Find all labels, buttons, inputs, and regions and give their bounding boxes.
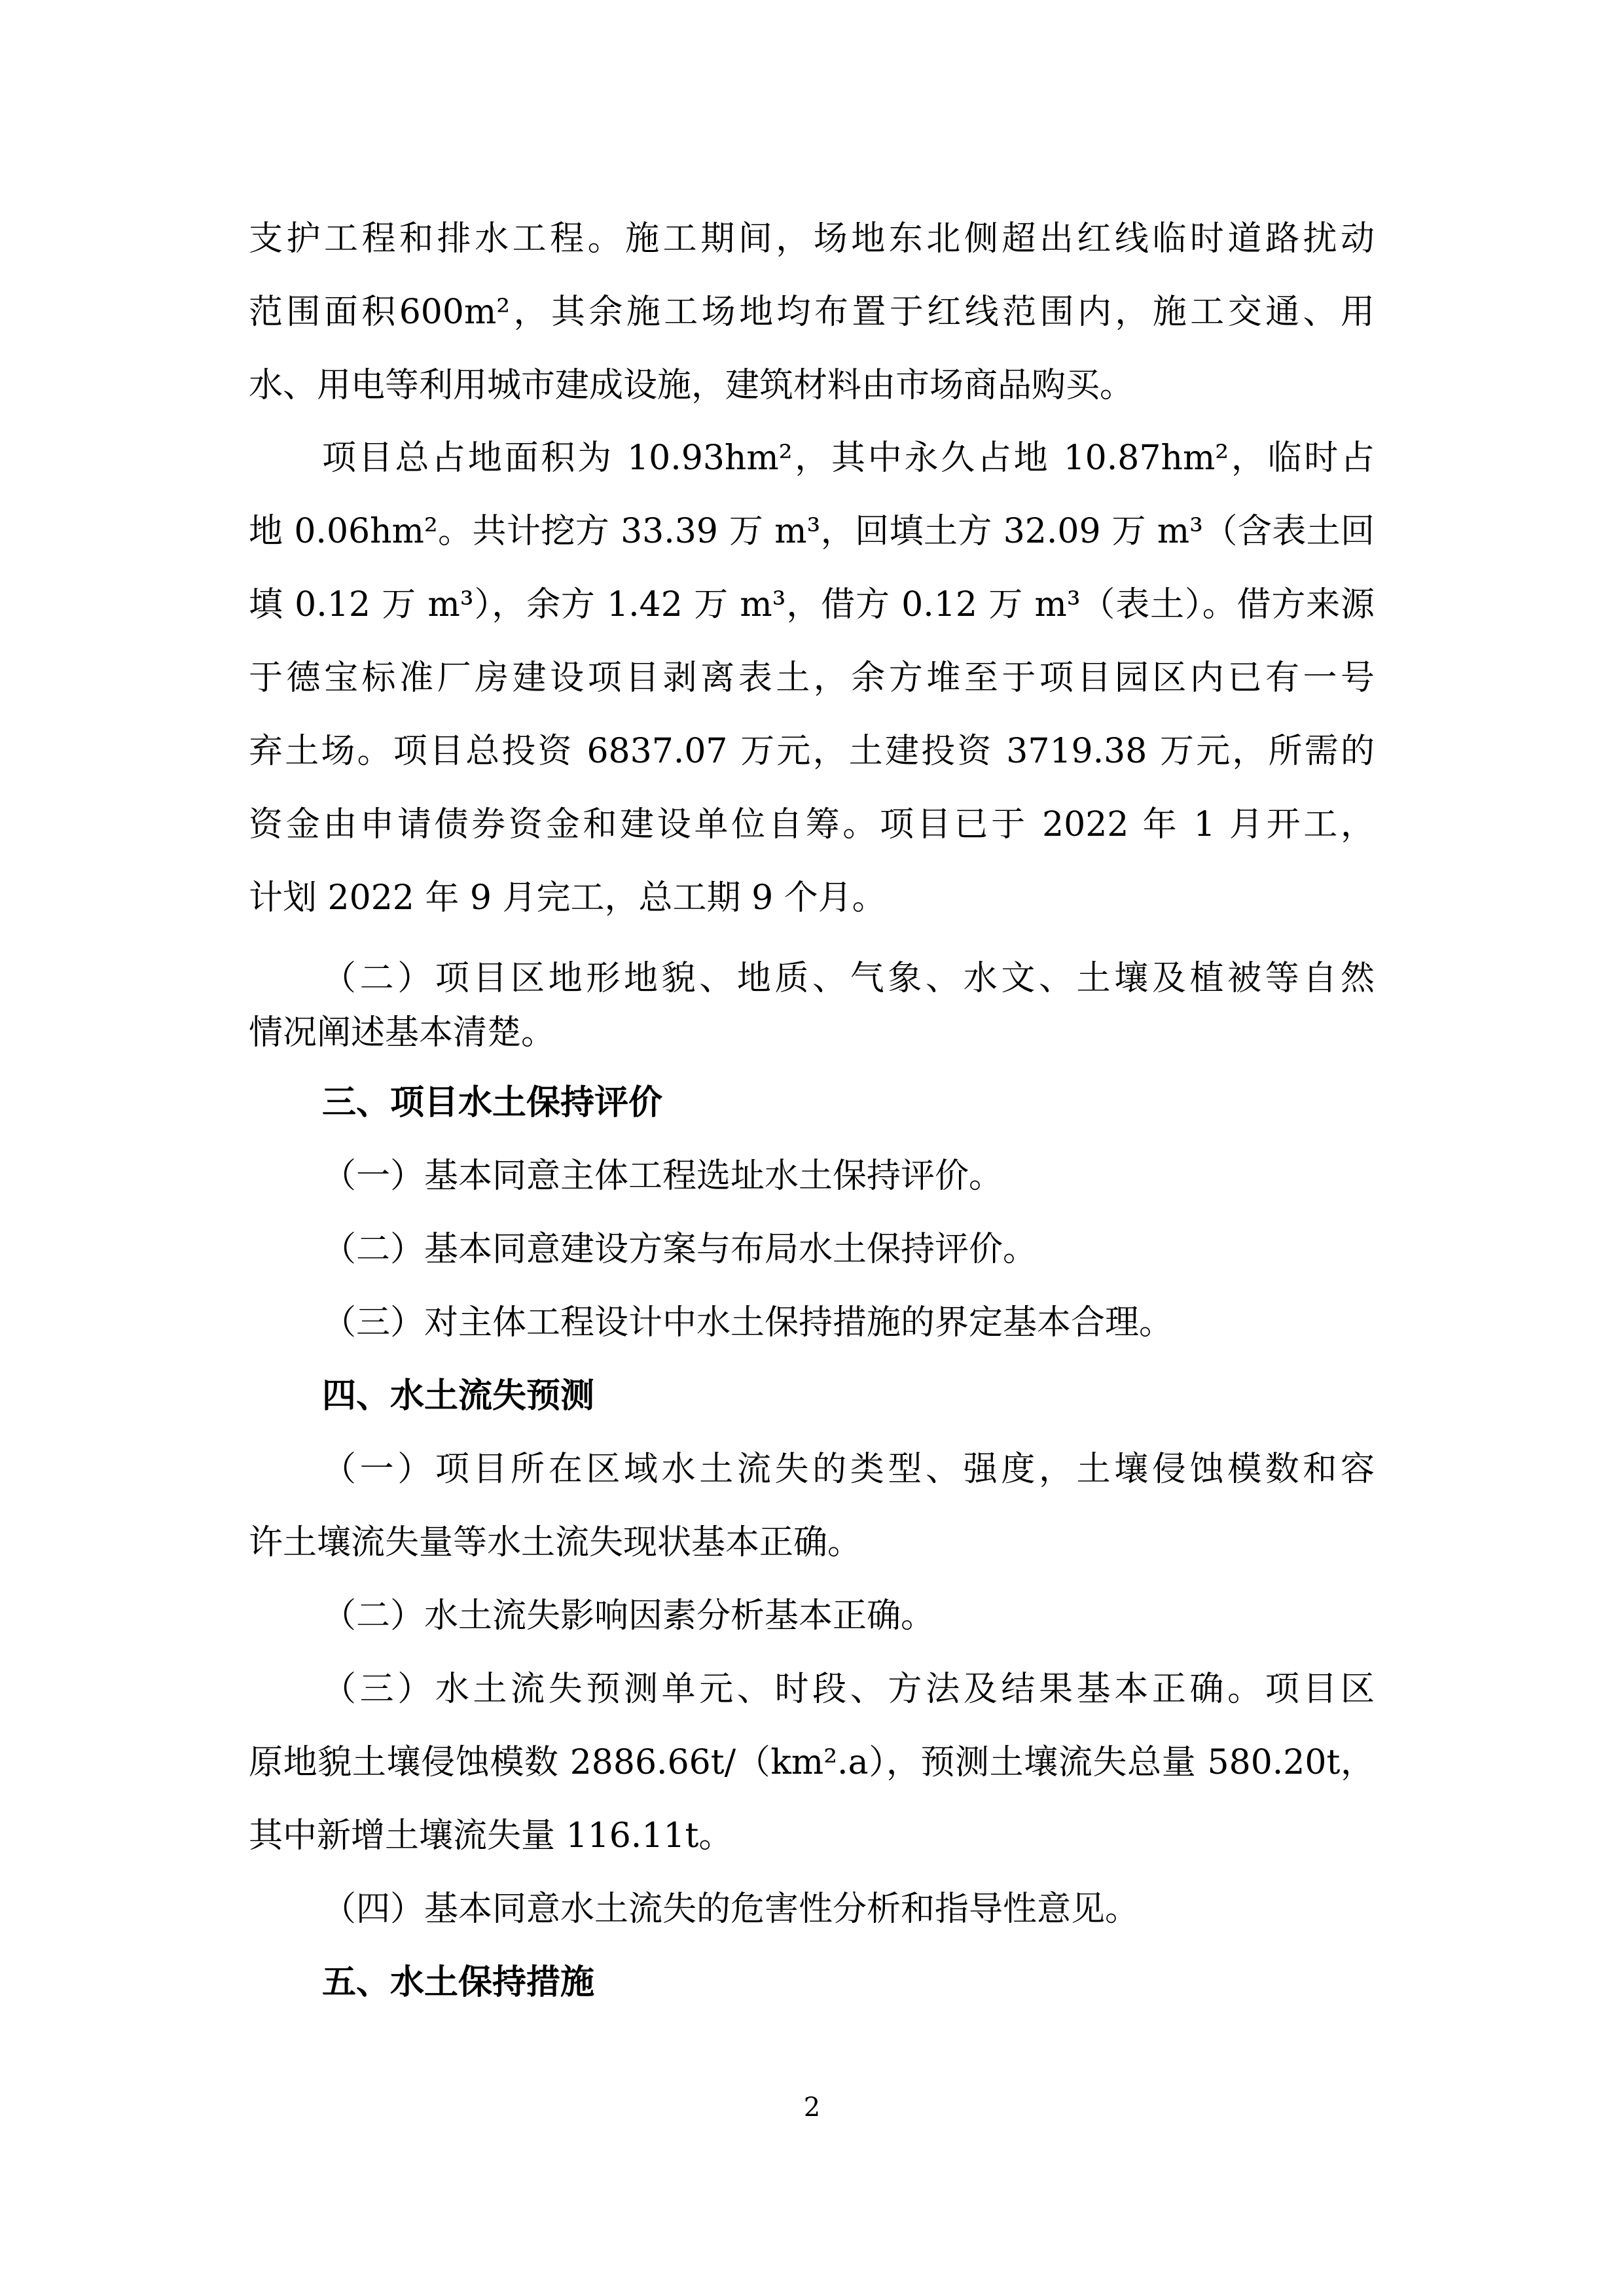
list-item-line: （三）水土流失预测单元、时段、方法及结果基本正确。项目区: [322, 1670, 1375, 1709]
body-text-line: 计划 2022 年 9 月完工，总工期 9 个月。: [249, 878, 886, 918]
page-number: 2: [803, 2092, 821, 2123]
body-text-line: 范围面积600m²，其余施工场地均布置于红线范围内，施工交通、用: [249, 293, 1375, 332]
list-item-line: 其中新增土壤流失量 116.11t。: [249, 1816, 733, 1856]
body-text-line: 水、用电等利用城市建成设施，建筑材料由市场商品购买。: [249, 366, 1134, 405]
list-item: （三）对主体工程设计中水土保持措施的界定基本合理。: [322, 1303, 1174, 1342]
list-item-line: （一）项目所在区域水土流失的类型、强度，土壤侵蚀模数和容: [322, 1450, 1375, 1489]
list-item: （四）基本同意水土流失的危害性分析和指导性意见。: [322, 1890, 1140, 1929]
body-text-line: 地 0.06hm²。共计挖方 33.39 万 m³，回填土方 32.09 万 m³（含表土回: [249, 512, 1375, 551]
body-text-line: 弃土场。项目总投资 6837.07 万元，土建投资 3719.38 万元，所需的: [249, 732, 1375, 771]
list-item: （二）水土流失影响因素分析基本正确。: [322, 1596, 935, 1636]
body-text-line: 资金由申请债券资金和建设单位自筹。项目已于 2022 年 1 月开工，: [249, 805, 1375, 844]
body-text-line: 支护工程和排水工程。施工期间，场地东北侧超出红线临时道路扰动: [249, 219, 1375, 259]
section-heading: 四、水土流失预测: [322, 1376, 595, 1416]
list-item: （二）基本同意建设方案与布局水土保持评价。: [322, 1230, 1038, 1269]
section-heading: 三、项目水土保持评价: [322, 1083, 663, 1122]
body-text-line: 填 0.12 万 m³），余方 1.42 万 m³，借方 0.12 万 m³（表土）。借方来源: [249, 585, 1375, 624]
list-item-line: 许土壤流失量等水土流失现状基本正确。: [249, 1523, 862, 1562]
list-item: （一）基本同意主体工程选址水土保持评价。: [322, 1157, 1003, 1196]
list-item-line: 情况阐述基本清楚。: [249, 1013, 556, 1052]
list-item-line: （二）项目区地形地貌、地质、气象、水文、土壤及植被等自然: [322, 959, 1375, 998]
list-item-line: 原地貌土壤侵蚀模数 2886.66t/（km².a），预测土壤流失总量 580.20t，: [249, 1743, 1375, 1782]
body-text-line: 于德宝标准厂房建设项目剥离表土，余方堆至于项目园区内已有一号: [249, 658, 1375, 698]
body-text-line: 项目总占地面积为 10.93hm²，其中永久占地 10.87hm²，临时占: [322, 439, 1375, 478]
section-heading: 五、水土保持措施: [322, 1963, 595, 2002]
